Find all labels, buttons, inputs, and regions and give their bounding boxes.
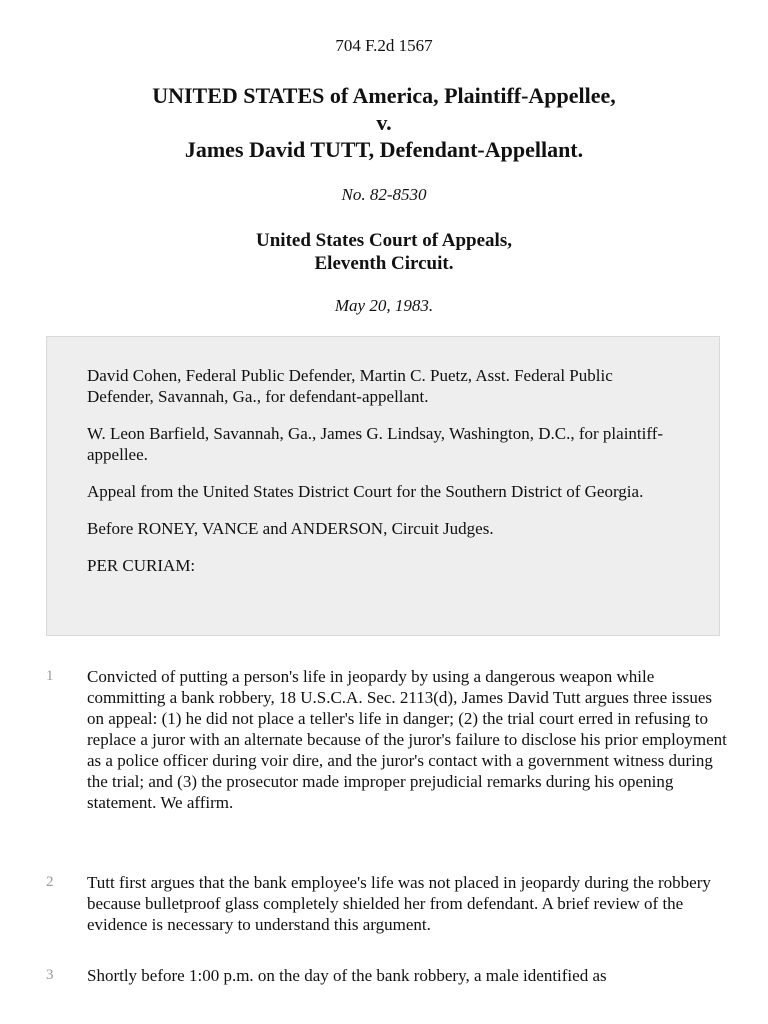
appeal-from: Appeal from the United States District Court for the Southern District of Georgia. — [87, 482, 644, 501]
case-parties — [0, 82, 768, 163]
docket-number: No. 82-8530 — [341, 185, 427, 204]
counsel-defendant: David Cohen, Federal Public Defender, Martin C. Puetz, Asst. Federal Public Defender, Savannah, Ga., for defendant-appellant. — [87, 366, 613, 406]
versus-line: v. — [376, 110, 392, 135]
court-name-line1: United States Court of Appeals, — [256, 230, 512, 251]
paragraph-text: Shortly before 1:00 p.m. on the day of the bank robbery, a male identified as — [87, 966, 607, 985]
court-name — [0, 229, 768, 275]
per-curiam: PER CURIAM: — [87, 556, 196, 575]
counsel-plaintiff: W. Leon Barfield, Savannah, Ga., James G. Lindsay, Washington, D.C., for plaintiff-appellee. — [87, 424, 664, 464]
decision-date: May 20, 1983. — [334, 296, 434, 315]
plaintiff-line: UNITED STATES of America, Plaintiff-Appellee, — [152, 83, 616, 108]
case-citation: 704 F.2d 1567 — [335, 36, 433, 55]
paragraph-number: 2 — [46, 874, 54, 890]
paragraph-text: Convicted of putting a person's life in jeopardy by using a dangerous weapon while committing a bank robbery, 18 U.S.C.A. Sec. 2113(d), James David Tutt argues three issues on appeal: (1) he did not place a teller's life in danger; (2) the trial court erred in refusing to replace a juror with an alternate because of the juror's failure to disclose his prior employment as a police officer during voir dire, and the juror's contact with a government witness during the trial; and (3) the prosecutor made improper prejudicial remarks during his opening statement. We affirm. — [87, 667, 727, 812]
case-header-box — [46, 336, 720, 636]
paragraph-number: 3 — [46, 967, 54, 983]
defendant-line: James David TUTT, Defendant-Appellant. — [184, 137, 584, 162]
panel-judges: Before RONEY, VANCE and ANDERSON, Circuit Judges. — [87, 519, 494, 538]
paragraph-number: 1 — [46, 668, 54, 684]
court-name-line2: Eleventh Circuit. — [314, 253, 454, 274]
paragraph-text: Tutt first argues that the bank employee's life was not placed in jeopardy during the robbery because bulletproof glass completely shielded her from defendant. A brief review of the evidence is necessary to understand this argument. — [87, 873, 711, 934]
